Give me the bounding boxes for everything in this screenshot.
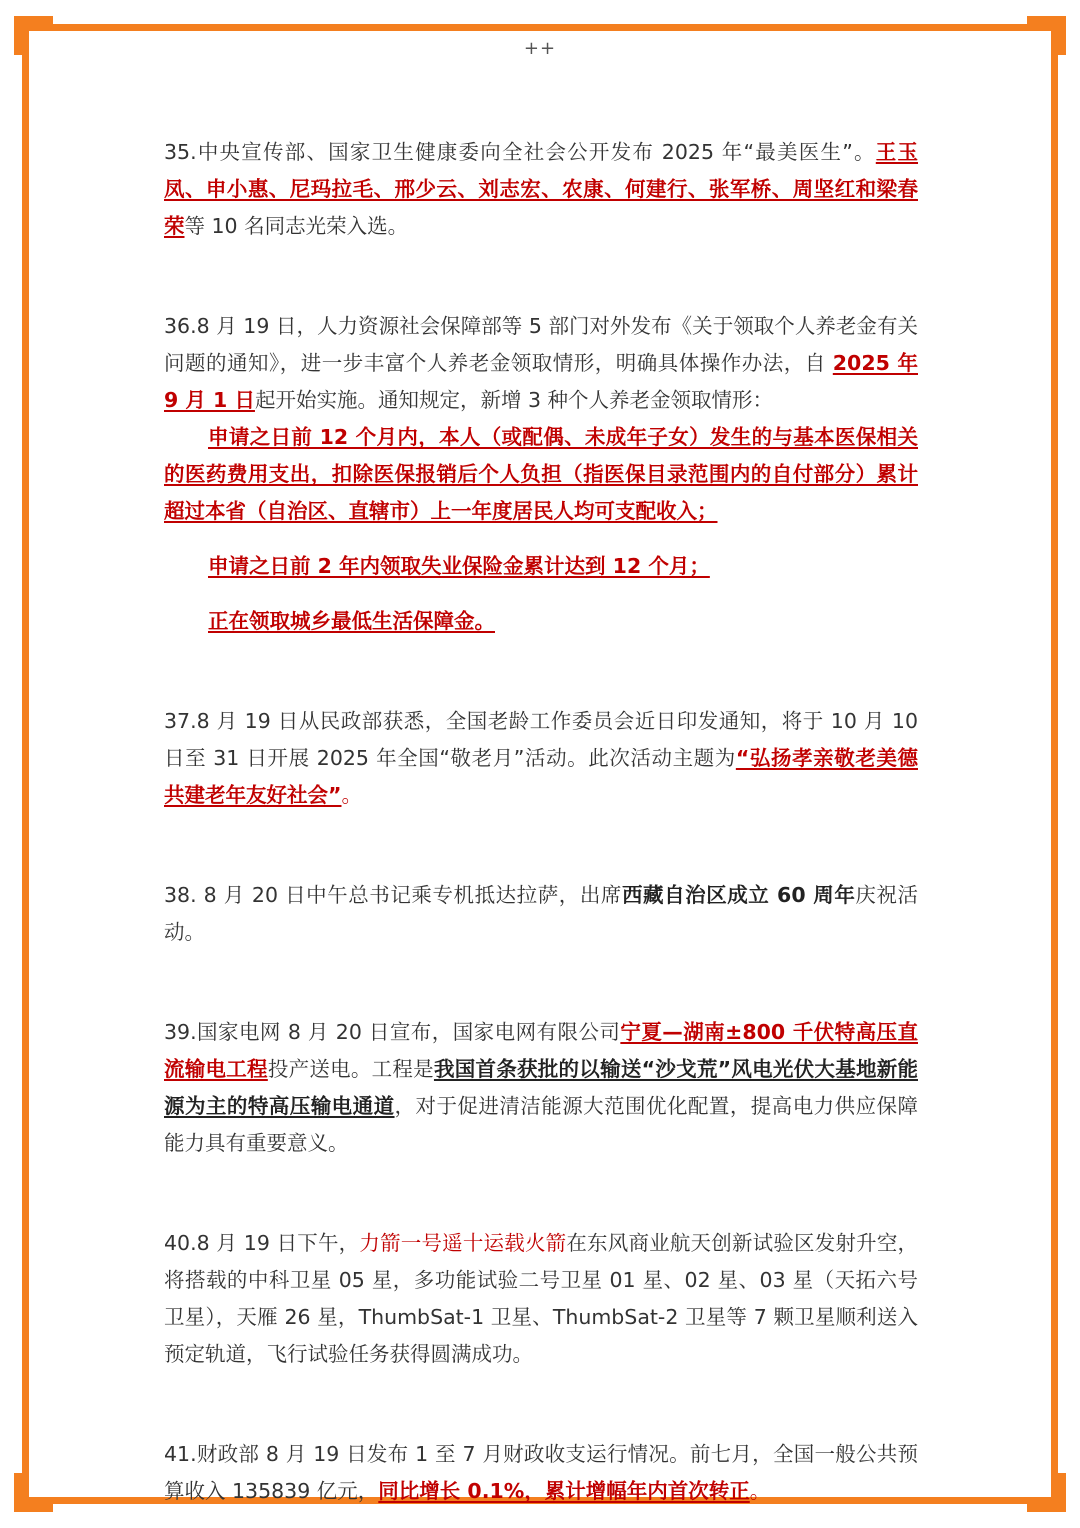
news-item-38: 38. 8 月 20 日中午总书记乘专机抵达拉萨，出席西藏自治区成立 60 周年庆祝活动。 bbox=[164, 883, 919, 944]
news-item-36: 36.8 月 19 日，人力资源社会保障部等 5 部门对外发布《关于领取个人养老金有关问题的通知》，进一步丰富个人养老金领取情形，明确具体操作办法，自 2025 年 9 月 1 日起开始实施。通知规定，新增 3 种个人养老金领取情形： bbox=[164, 314, 918, 412]
news-item-35: 35.中央宣传部、国家卫生健康委向全社会公开发布 2025 年“最美医生”。王玉凤、申小惠、尼玛拉毛、邢少云、刘志宏、农康、何建行、张军桥、周坚红和梁春荣等 10 名同志光荣入选。 bbox=[164, 140, 919, 238]
corner-decoration bbox=[1027, 1473, 1066, 1512]
highlight-project: 宁夏—湖南±800 千伏特高压直流输电工程 bbox=[164, 1020, 918, 1081]
corner-decoration bbox=[14, 1473, 53, 1512]
condition-item: 申请之日前 2 年内领取失业保险金累计达到 12 个月； bbox=[208, 554, 710, 578]
highlight-date: 2025 年 9 月 1 日 bbox=[164, 351, 918, 412]
highlight-event: 西藏自治区成立 60 周年 bbox=[621, 883, 856, 907]
news-list bbox=[164, 134, 918, 1510]
news-item-40: 40.8 月 19 日下午，力箭一号遥十运载火箭在东风商业航天创新试验区发射升空，将搭载的中科卫星 05 星，多功能试验二号卫星 01 星、02 星、03 星（天拓六号卫星），天雁 26 星，ThumbSat-1 卫星、ThumbSat-2 卫星等 7 颗卫星顺利送入预定轨道，飞行试验任务获得圆满成功。 bbox=[164, 1231, 919, 1366]
news-item-41: 41.财政部 8 月 19 日发布 1 至 7 月财政收支运行情况。前七月，全国一般公共预算收入 135839 亿元，同比增长 0.1%，累计增幅年内首次转正。 bbox=[164, 1442, 918, 1503]
highlight-growth: 同比增长 0.1%，累计增幅年内首次转正 bbox=[378, 1479, 750, 1503]
highlight-theme: “弘扬孝亲敬老美德 共建老年友好社会” bbox=[164, 746, 918, 807]
header-mark: ++ bbox=[523, 38, 557, 59]
pension-conditions-list bbox=[164, 419, 918, 640]
news-item-37: 37.8 月 19 日从民政部获悉，全国老龄工作委员会近日印发通知，将于 10 月 10 日至 31 日开展 2025 年全国“敬老月”活动。此次活动主题为“弘扬孝亲敬老美德 共建老年友好社会”。 bbox=[164, 709, 918, 807]
news-item-39: 39.国家电网 8 月 20 日宣布，国家电网有限公司宁夏—湖南±800 千伏特高压直流输电工程投产送电。工程是我国首条获批的以输送“沙戈荒”风电光伏大基地新能源为主的特高压输电通道，对于促进清洁能源大范围优化配置，提高电力供应保障能力具有重要意义。 bbox=[164, 1020, 919, 1155]
highlight-names: 王玉凤、申小惠、尼玛拉毛、邢少云、刘志宏、农康、何建行、张军桥、周坚红和梁春荣 bbox=[164, 140, 919, 238]
condition-item: 正在领取城乡最低生活保障金。 bbox=[208, 609, 495, 633]
highlight-rocket: 力箭一号遥十运载火箭 bbox=[359, 1231, 567, 1255]
condition-item: 申请之日前 12 个月内，本人（或配偶、未成年子女）发生的与基本医保相关的医药费用支出，扣除医保报销后个人负担（指医保目录范围内的自付部分）累计超过本省（自治区、直辖市）上一年度居民人均可支配收入； bbox=[164, 425, 918, 523]
highlight-channel: 我国首条获批的以输送“沙戈荒”风电光伏大基地新能源为主的特高压输电通道 bbox=[164, 1057, 918, 1118]
